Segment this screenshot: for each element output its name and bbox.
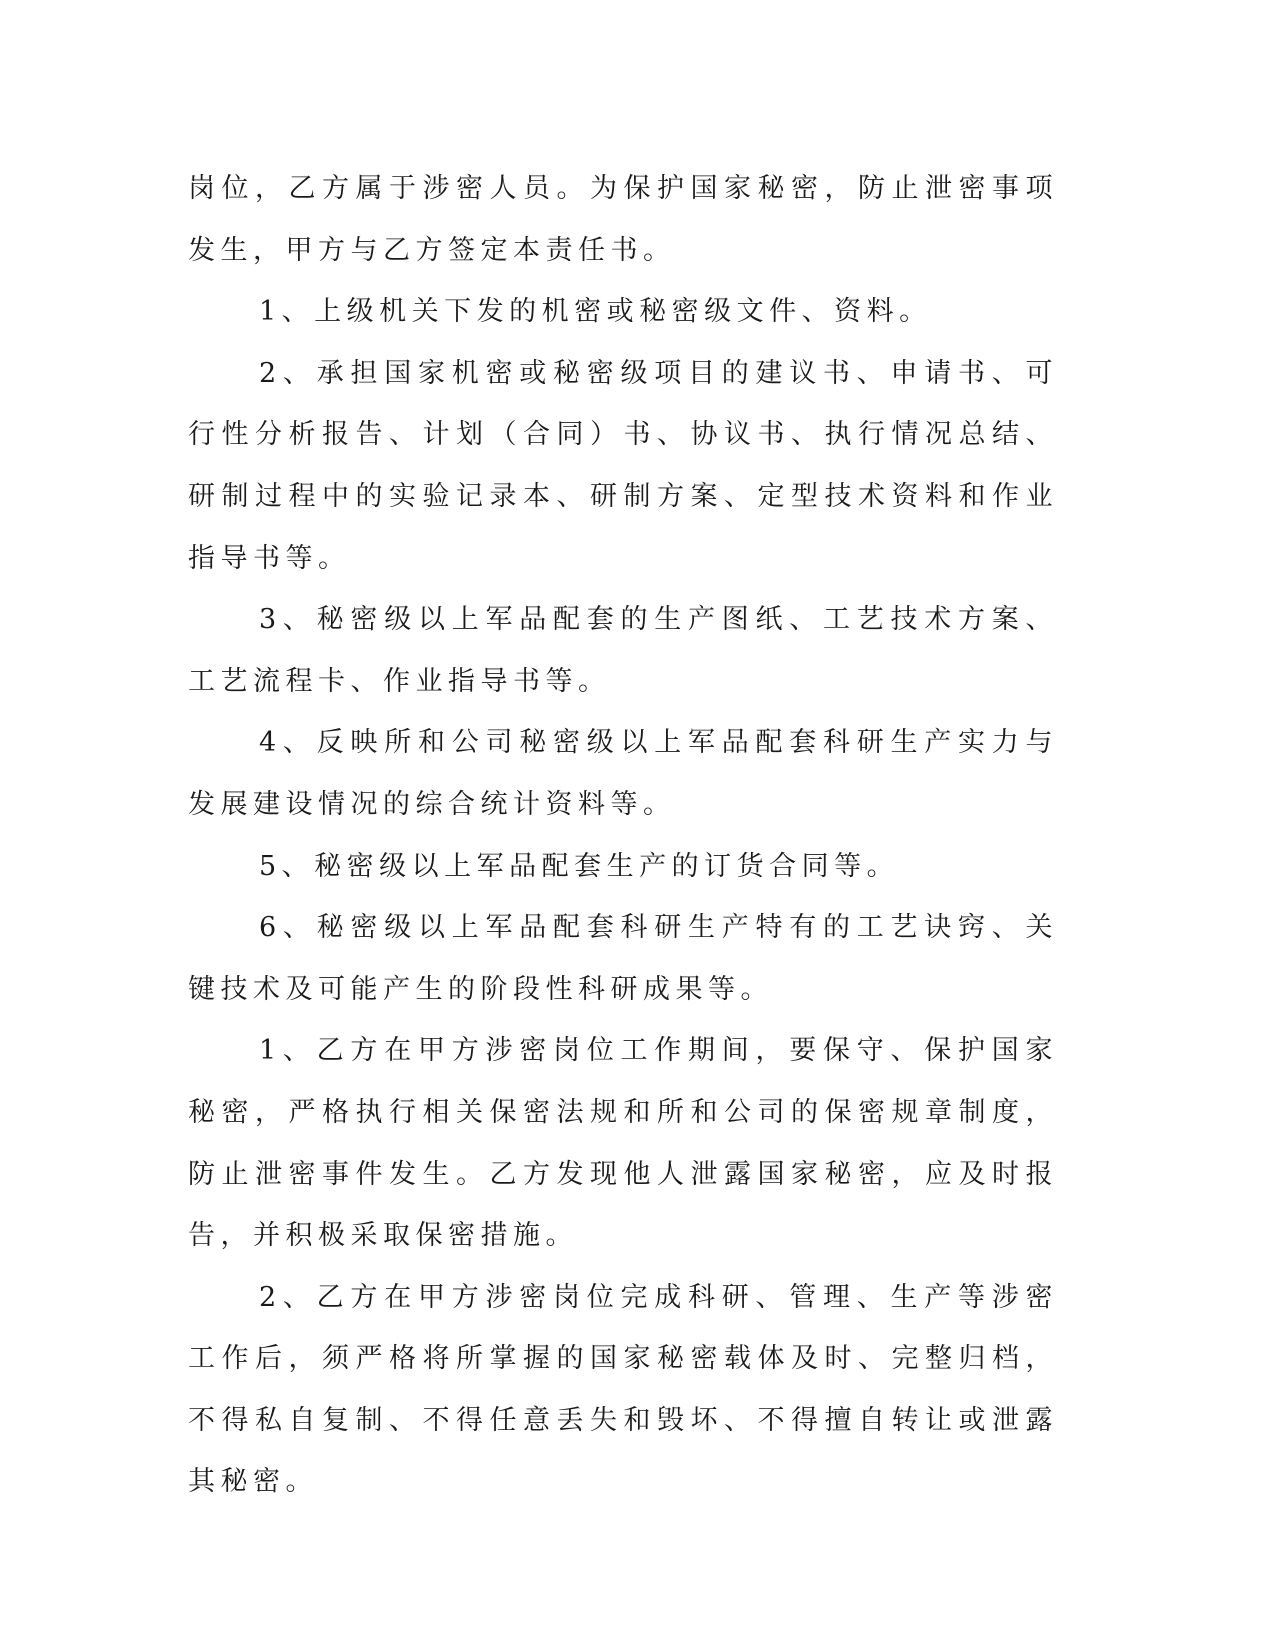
paragraph-item-2: 2、承担国家机密或秘密级项目的建议书、申请书、可行性分析报告、计划（合同）书、协议书、执行情况总结、研制过程中的实验记录本、研制方案、定型技术资料和作业指导书等。 bbox=[188, 357, 1058, 574]
paragraph-item-1: 1、上级机关下发的机密或秘密级文件、资料。 bbox=[259, 296, 932, 328]
paragraph-duty-2: 2、乙方在甲方涉密岗位完成科研、管理、生产等涉密工作后，须严格将所掌握的国家秘密载体及时、完整归档，不得私自复制、不得任意丢失和毁坏、不得擅自转让或泄露其秘密。 bbox=[188, 1281, 1058, 1498]
document-body bbox=[188, 158, 1058, 1513]
paragraph-item-3: 3、秘密级以上军品配套的生产图纸、工艺技术方案、工艺流程卡、作业指导书等。 bbox=[188, 604, 1058, 697]
paragraph-item-4: 4、反映所和公司秘密级以上军品配套科研生产实力与发展建设情况的综合统计资料等。 bbox=[188, 727, 1058, 820]
paragraph-item-5: 5、秘密级以上军品配套生产的订货合同等。 bbox=[259, 850, 900, 882]
paragraph-item-6: 6、秘密级以上军品配套科研生产特有的工艺诀窍、关键技术及可能产生的阶段性科研成果等。 bbox=[188, 912, 1058, 1005]
paragraph-intro: 岗位，乙方属于涉密人员。为保护国家秘密，防止泄密事项发生，甲方与乙方签定本责任书。 bbox=[188, 173, 1058, 266]
paragraph-duty-1: 1、乙方在甲方涉密岗位工作期间，要保守、保护国家秘密，严格执行相关保密法规和所和公司的保密规章制度，防止泄密事件发生。乙方发现他人泄露国家秘密，应及时报告，并积极采取保密措施。 bbox=[188, 1035, 1058, 1252]
